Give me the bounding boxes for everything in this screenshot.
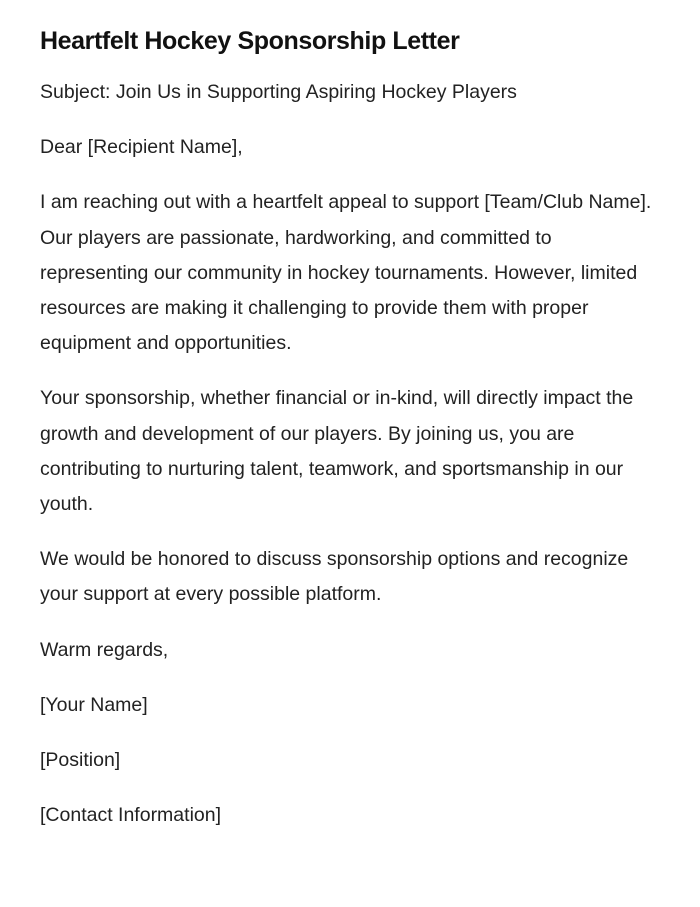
letter-paragraph-1: I am reaching out with a heartfelt appeal to support [Team/Club Name]. Our players are passionate, hardworking, and committed to representing our community in hockey tournaments. However, limited resources are making it challenging to provide them with proper equipment and opportunities. bbox=[40, 191, 652, 355]
letter-closing: Warm regards, bbox=[40, 638, 169, 661]
letter-greeting: Dear [Recipient Name], bbox=[40, 136, 243, 159]
letter-subject: Subject: Join Us in Supporting Aspiring Hockey Players bbox=[40, 81, 517, 103]
letter-paragraph-2: Your sponsorship, whether financial or in-kind, will directly impact the growth and development of our players. By joining us, you are contributing to nurturing talent, teamwork, and sportsmanship in our youth. bbox=[40, 387, 634, 516]
signature-contact: [Contact Information] bbox=[40, 804, 222, 827]
letter-paragraph-3: We would be honored to discuss sponsorship options and recognize your support at every possible platform. bbox=[40, 548, 629, 606]
letter-document bbox=[40, 24, 660, 853]
letter-title: Heartfelt Hockey Sponsorship Letter bbox=[40, 27, 460, 55]
signature-position: [Position] bbox=[40, 749, 121, 772]
signature-name: [Your Name] bbox=[40, 693, 148, 716]
